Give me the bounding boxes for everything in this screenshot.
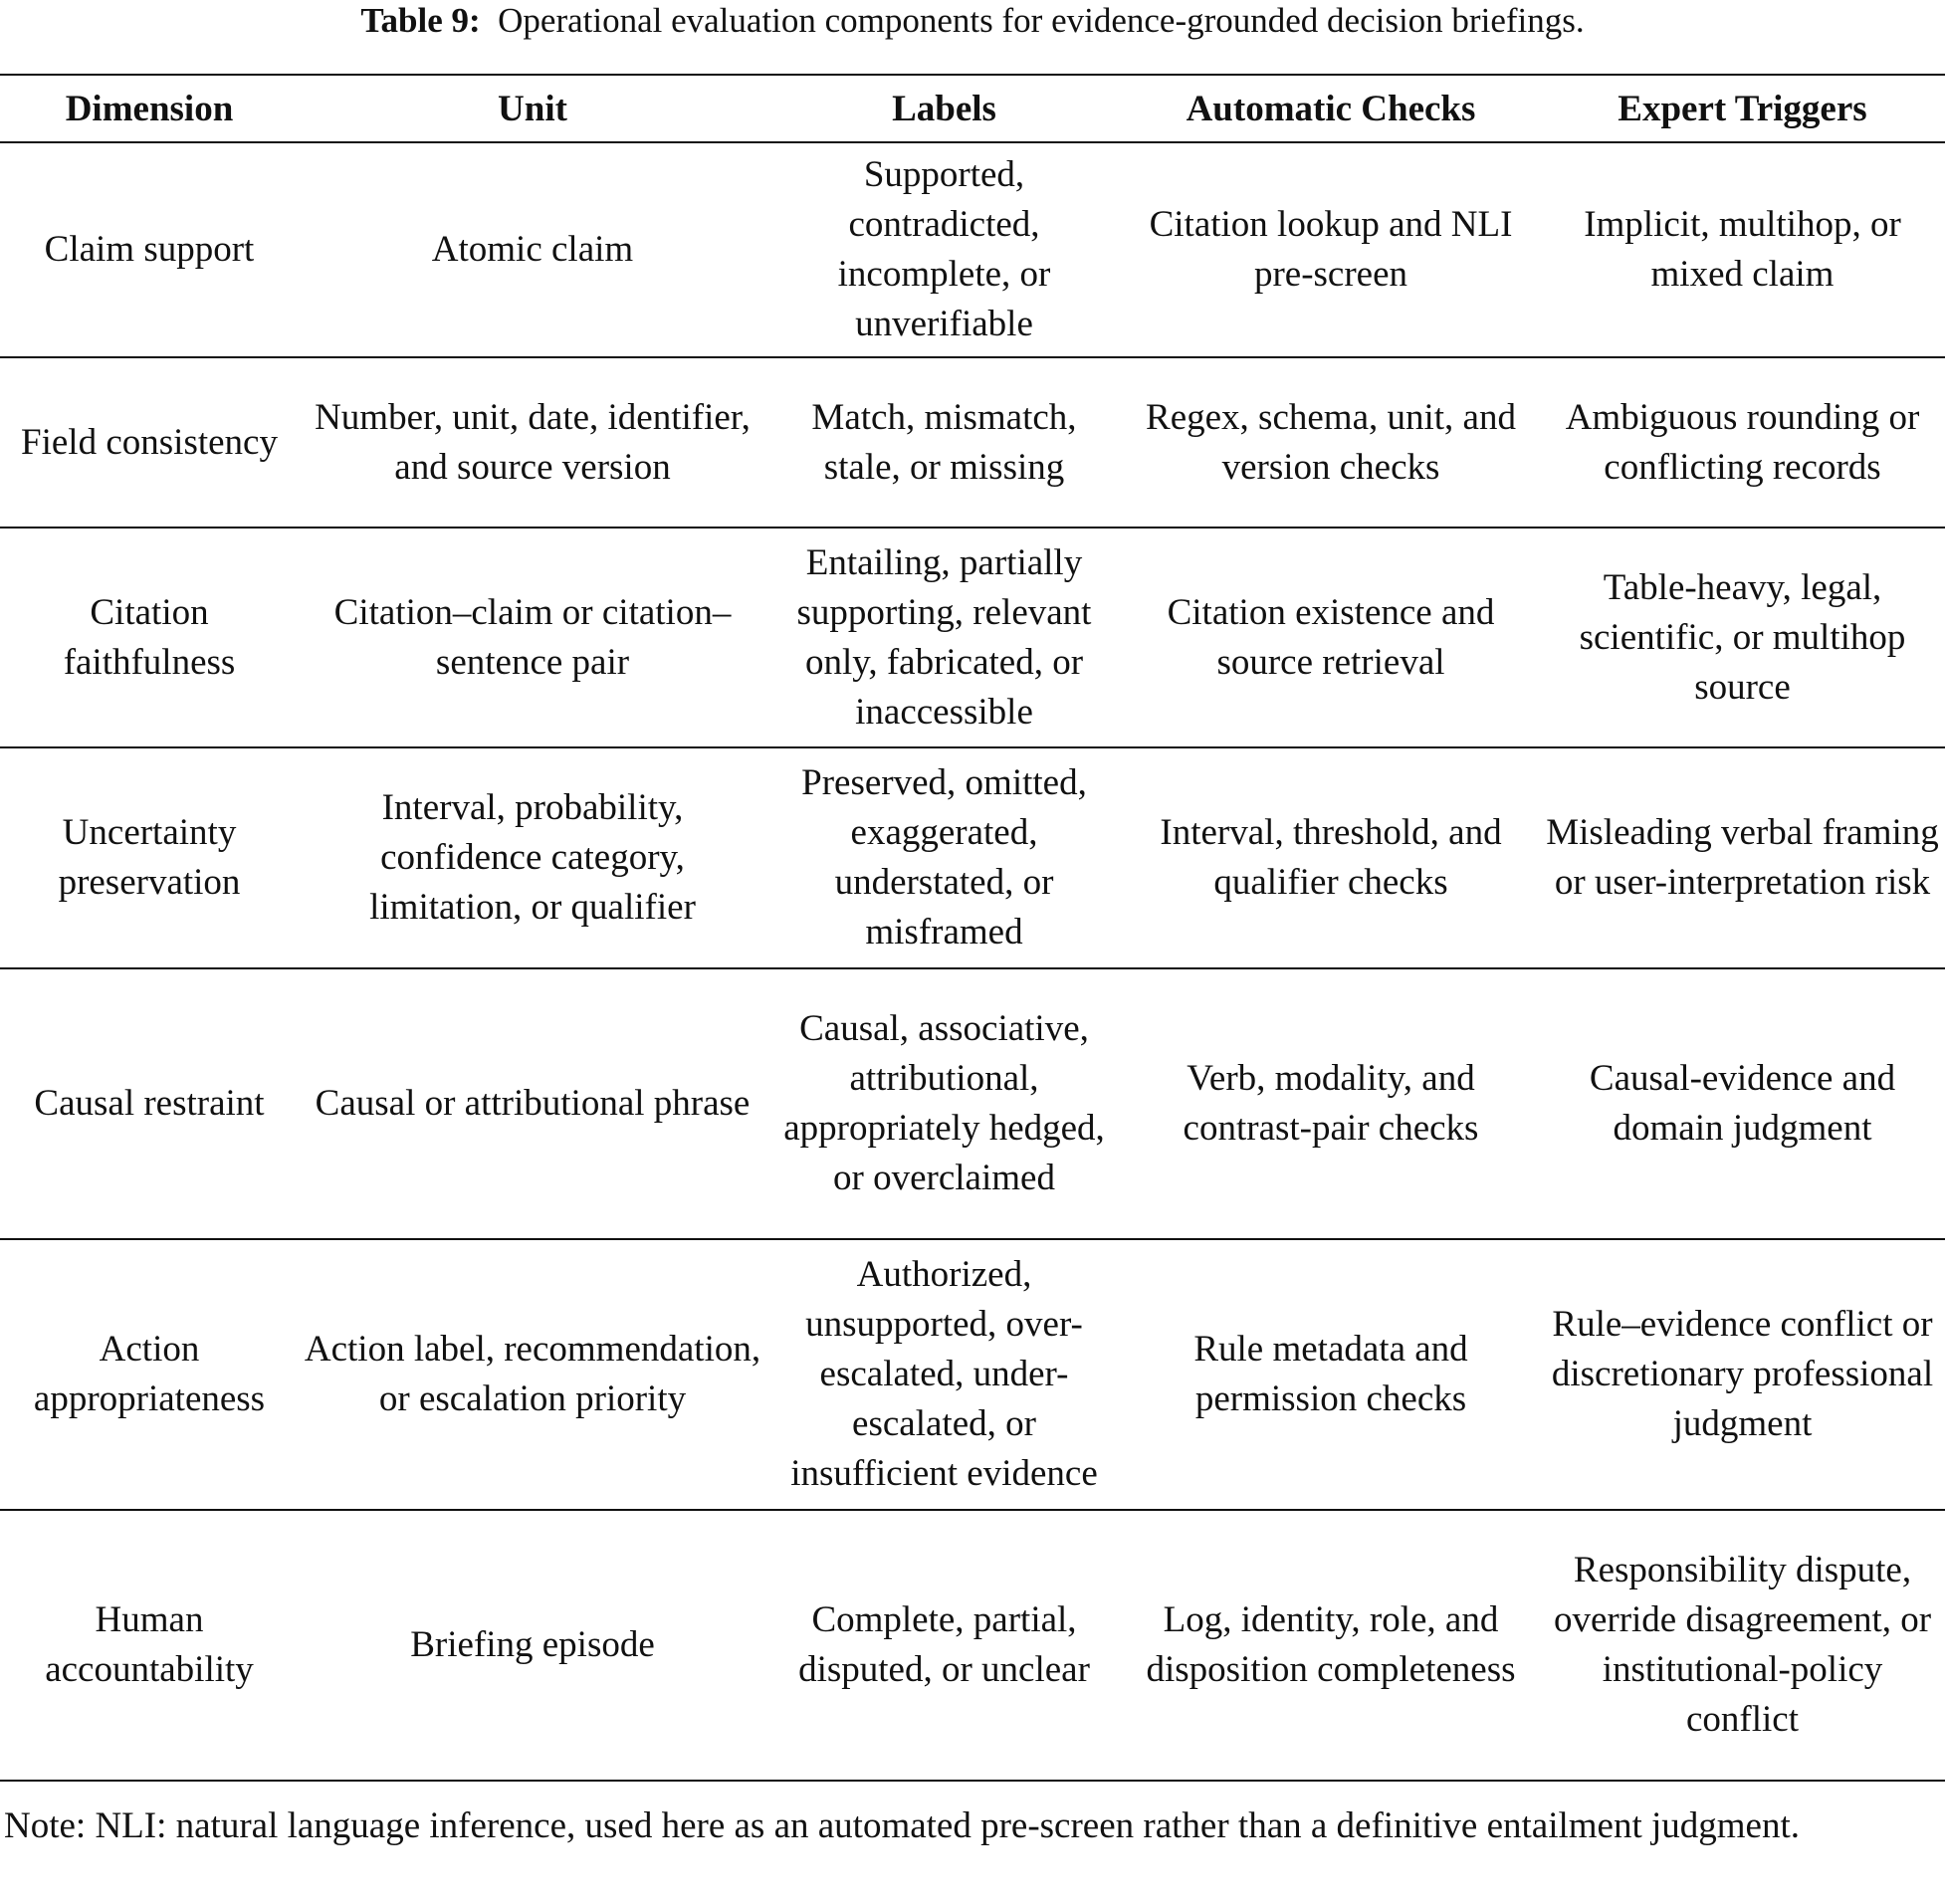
- cell-automatic-checks: Log, identity, role, and disposition completeness: [1146, 1599, 1516, 1690]
- cell-unit: Citation–claim or citation–sentence pair: [333, 591, 732, 683]
- cell-dimension: Claim support: [44, 229, 255, 270]
- cell-dimension: Uncertainty preservation: [58, 812, 241, 903]
- cell-dimension: Action appropriateness: [33, 1329, 266, 1419]
- header-automatic-checks: Automatic Checks: [1186, 88, 1476, 129]
- header-labels: Labels: [892, 88, 996, 129]
- table-row: [0, 968, 1945, 1239]
- cell-expert-triggers: Rule–evidence conflict or discretionary professional judgment: [1551, 1304, 1934, 1444]
- cell-dimension: Causal restraint: [34, 1083, 265, 1124]
- cell-expert-triggers: Table-heavy, legal, scientific, or multihop source: [1579, 566, 1906, 708]
- cell-automatic-checks: Rule metadata and permission checks: [1193, 1329, 1468, 1419]
- cell-unit: Briefing episode: [410, 1624, 655, 1665]
- evaluation-table: [0, 74, 1945, 1782]
- cell-unit: Interval, probability, confidence category, limitation, or qualifier: [369, 787, 696, 928]
- cell-dimension: Human accountability: [45, 1599, 254, 1690]
- cell-expert-triggers: Ambiguous rounding or conflicting records: [1565, 396, 1920, 488]
- cell-expert-triggers: Implicit, multihop, or mixed claim: [1584, 204, 1901, 295]
- cell-automatic-checks: Citation existence and source retrieval: [1167, 591, 1495, 683]
- cell-automatic-checks: Verb, modality, and contrast-pair checks: [1183, 1058, 1479, 1149]
- header-expert-triggers: Expert Triggers: [1618, 88, 1867, 129]
- cell-dimension: Citation faithfulness: [63, 591, 236, 683]
- cell-labels: Complete, partial, disputed, or unclear: [798, 1599, 1090, 1690]
- cell-unit: Atomic claim: [431, 229, 634, 270]
- cell-labels: Entailing, partially supporting, relevant only, fabricated, or inaccessible: [796, 541, 1092, 733]
- caption-text: Operational evaluation components for evidence-grounded decision briefings.: [498, 1, 1585, 40]
- cell-unit: Causal or attributional phrase: [315, 1083, 751, 1124]
- cell-dimension: Field consistency: [21, 421, 278, 463]
- table-row: [0, 1239, 1945, 1510]
- caption-label: Table 9:: [360, 1, 481, 40]
- table-row: [0, 142, 1945, 357]
- header-row: [0, 75, 1945, 142]
- cell-labels: Supported, contradicted, incomplete, or unverifiable: [837, 154, 1051, 344]
- cell-labels: Preserved, omitted, exaggerated, understated, or misframed: [801, 762, 1087, 952]
- cell-expert-triggers: Causal-evidence and domain judgment: [1589, 1058, 1896, 1149]
- header-dimension: Dimension: [65, 88, 234, 129]
- table-caption: [0, 0, 1945, 42]
- header-unit: Unit: [498, 88, 567, 129]
- cell-unit: Action label, recommendation, or escalation priority: [304, 1329, 761, 1419]
- table-note: Note: NLI: natural language inference, used here as an automated pre-screen rather than a definitive entailment judgment.: [4, 1805, 1801, 1846]
- cell-labels: Authorized, unsupported, over-escalated, under-escalated, or insufficient evidence: [790, 1254, 1098, 1494]
- table-row: [0, 747, 1945, 968]
- cell-expert-triggers: Misleading verbal framing or user-interpretation risk: [1546, 812, 1939, 903]
- cell-expert-triggers: Responsibility dispute, override disagreement, or institutional-policy conflict: [1553, 1550, 1932, 1740]
- table-row: [0, 357, 1945, 528]
- cell-labels: Causal, associative, attributional, appropriately hedged, or overclaimed: [783, 1008, 1105, 1198]
- cell-automatic-checks: Citation lookup and NLI pre-screen: [1149, 204, 1513, 295]
- cell-automatic-checks: Interval, threshold, and qualifier checks: [1160, 812, 1502, 903]
- table-row: [0, 1510, 1945, 1781]
- cell-unit: Number, unit, date, identifier, and source version: [315, 396, 751, 488]
- cell-automatic-checks: Regex, schema, unit, and version checks: [1146, 396, 1516, 488]
- table-row: [0, 528, 1945, 747]
- cell-labels: Match, mismatch, stale, or missing: [811, 396, 1077, 488]
